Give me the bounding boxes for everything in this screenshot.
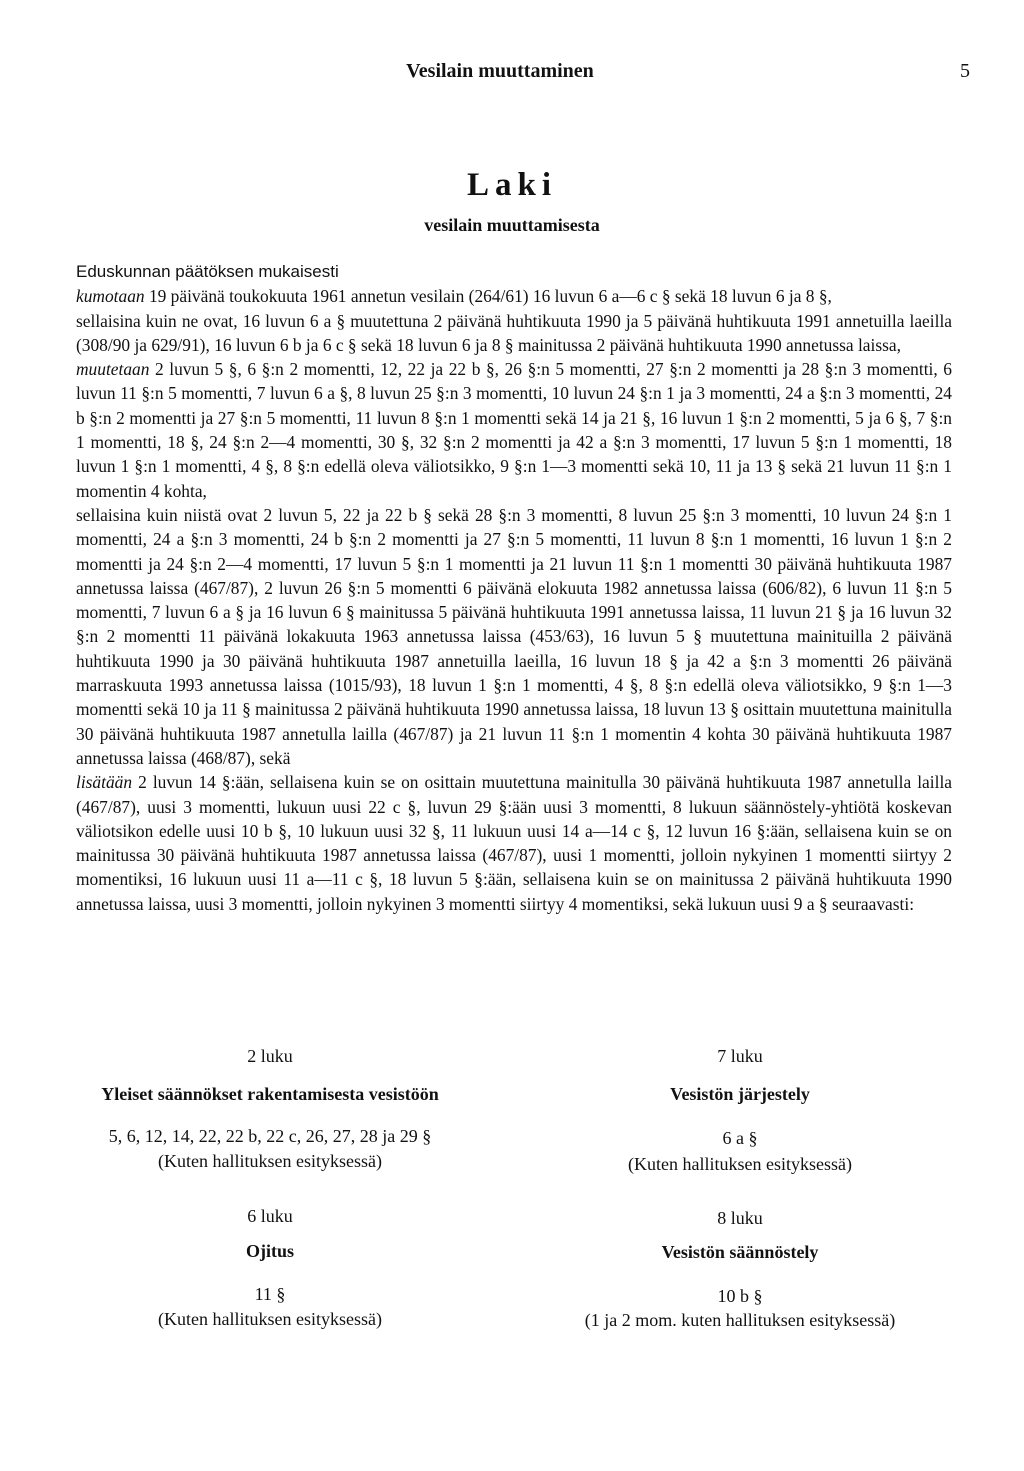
paragraph-lead: muutetaan: [76, 359, 150, 380]
chapter-label: 6 luku: [247, 1206, 293, 1226]
paragraph-text: 2 luvun 14 §:ään, sellaisena kuin se on osittain muutettuna mainitulla 30 päivänä huhtikuuta 1987 annetulla lailla (467/87), uusi 3 momentti, lukuun uusi 22 c §, luvun 29 §:ään uusi 3 momentti, 8 lukuun säännöstely-yhtiötä koskevan väliotsikon edelle uusi 10 b §, 10 lukuun uusi 32 §, 11 lukuun uusi 14 a—14 c §, 12 luvun 16 §:ään, sellaisena kuin se on mainitussa 30 päivänä huhtikuuta 1987 annetussa laissa (467/87), uusi 1 momentti, jolloin nykyinen 1 momentti siirtyy 2 momentiksi, 16 lukuun uusi 11 a—11 c §, 18 luvun 5 §:ään, sellaisena kuin se on mainitussa 2 päivänä huhtikuuta 1990 annetussa laissa, uusi 3 momentti, jolloin nykyinen 3 momentti siirtyy 4 momentiksi, sekä lukuun uusi 9 a § seuraavasti:: [76, 772, 952, 914]
paragraph-amend: [76, 357, 952, 503]
paragraph-amend-scope: [76, 503, 952, 770]
paragraph-lead: kumotaan: [76, 286, 145, 307]
chapter-heading: Yleiset säännökset rakentamisesta vesistöön: [101, 1084, 439, 1104]
body-text: [76, 260, 952, 916]
chapter-heading: Ojitus: [245, 1241, 294, 1261]
running-title: Vesilain muuttaminen: [406, 60, 594, 82]
section-note: (Kuten hallituksen esityksessä): [628, 1154, 852, 1174]
chapter-label: 7 luku: [717, 1046, 763, 1066]
chapter-heading: Vesistön järjestely: [670, 1084, 810, 1104]
document-title: Laki: [466, 167, 558, 203]
section-list: 6 a §: [722, 1128, 758, 1148]
chapter-label: 2 luku: [247, 1046, 293, 1066]
paragraph-repeal: [76, 284, 952, 308]
chapter-label: 8 luku: [717, 1208, 763, 1228]
paragraph-text: sellaisina kuin ne ovat, 16 luvun 6 a § muutettuna 2 päivänä huhtikuuta 1990 ja 5 päivänä huhtikuuta 1991 annetuilla laeilla (308/90 ja 629/91), 16 luvun 6 b ja 6 c § sekä 18 luvun 6 ja 8 § mainitussa 2 päivänä huhtikuuta 1990 annetussa laissa,: [76, 310, 952, 355]
page-number: 5: [960, 60, 970, 82]
chapter-heading: Vesistön säännöstely: [661, 1242, 819, 1262]
section-list: 11 §: [254, 1284, 286, 1304]
section-note: (Kuten hallituksen esityksessä): [158, 1151, 382, 1171]
intro-line: Eduskunnan päätöksen mukaisesti: [76, 262, 339, 281]
paragraph-lead: lisätään: [76, 772, 133, 793]
paragraph-text: sellaisina kuin niistä ovat 2 luvun 5, 22 ja 22 b § sekä 28 §:n 3 momentti, 8 luvun 25 §:n 3 momentti, 10 luvun 24 §:n 1 momentti, 24 a §:n 3 momentti, 24 b §:n 2 momentti ja 27 §:n 5 momentti, 11 luvun 8 §:n 1 momentti, 16 luvun 1 §:n 2 momentti ja 24 §:n 2—4 momentti, 17 luvun 5 §:n 1 momentti ja 21 luvun 11 §:n 1 momentti 30 päivänä huhtikuuta 1987 annetussa laissa (467/87), 2 luvun 26 §:n 5 momentti 6 päivänä elokuuta 1982 annetussa laissa (606/82), 6 luvun 11 §:n 5 momentti, 7 luvun 6 a § ja 16 luvun 6 § mainitussa 5 päivänä huhtikuuta 1991 annetussa laissa, 11 luvun 21 § ja 16 luvun 32 §:n 2 momentti 11 päivänä lokakuuta 1963 annetussa laissa (453/63), 16 luvun 5 § muutettuna mainituilla 2 päivänä huhtikuuta 1990 ja 30 päivänä huhtikuuta 1987 annetuilla laeilla, 16 luvun 18 § ja 42 a §:n 3 momentti 26 päivänä marraskuuta 1993 annetussa laissa (1015/93), 18 luvun 1 §:n 1 momentti, 4 §, 8 §:n edellä oleva väliotsikko, 9 §:n 1—3 momentti sekä 10 ja 11 § mainitussa 2 päivänä huhtikuuta 1990 annetussa laissa, 18 luvun 13 § osittain muutettuna mainitulla 30 päivänä huhtikuuta 1987 annetulla lailla (467/87) ja 21 luvun 11 §:n 1 momentin 4 kohta 30 päivänä huhtikuuta 1987 annetussa laissa (468/87), sekä: [76, 504, 952, 768]
paragraph-text: 19 päivänä toukokuuta 1961 annetun vesilain (264/61) 16 luvun 6 a—6 c § sekä 18 luvun 6 ja 8 §,: [144, 286, 832, 307]
paragraph-text: 2 luvun 5 §, 6 §:n 2 momentti, 12, 22 ja 22 b §, 26 §:n 5 momentti, 27 §:n 2 momentti ja 28 §:n 3 momentti, 6 luvun 11 §:n 5 momentti, 7 luvun 6 a §, 8 luvun 25 §:n 3 momentti, 10 luvun 24 §:n 1 ja 3 momentti, 24 a §:n 3 momentti, 24 b §:n 2 momentti ja 27 §:n 5 momentti, 11 luvun 8 §:n 1 momentti sekä 14 ja 21 §, 16 luvun 1 §:n 2 momentti, 5 ja 6 §, 7 §:n 1 momentti, 18 §, 24 §:n 2—4 momentti, 30 §, 32 §:n 2 momentti ja 42 a §:n 3 momentti, 17 luvun 5 §:n 1 momentti, 18 luvun 1 §:n 1 momentti, 4 §, 8 §:n edellä oleva väliotsikko, 9 §:n 1—3 momentti sekä 10, 11 ja 13 § sekä 21 luvun 11 §:n 1 momentin 4 kohta,: [76, 359, 952, 501]
section-note: (1 ja 2 mom. kuten hallituksen esityksessä): [584, 1310, 896, 1330]
section-list: 5, 6, 12, 14, 22, 22 b, 22 c, 26, 27, 28 ja 29 §: [108, 1126, 432, 1146]
document-subtitle: vesilain muuttamisesta: [424, 215, 600, 235]
paragraph-add: [76, 770, 952, 916]
section-note: (Kuten hallituksen esityksessä): [158, 1309, 382, 1329]
two-column-sections: [60, 1046, 960, 1406]
section-list: 10 b §: [717, 1286, 763, 1306]
paragraph-repeal-scope: [76, 309, 952, 358]
